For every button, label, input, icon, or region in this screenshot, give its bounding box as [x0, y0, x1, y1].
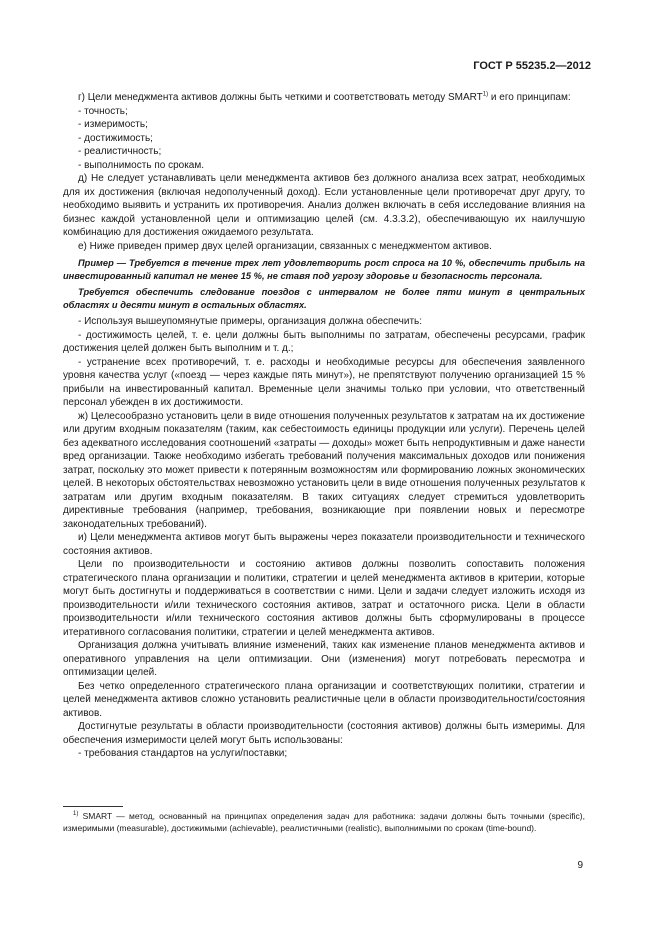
footnote-text: SMART — метод, основанный на принципах определения задач для работника: задачи должны быть точными (specific), измеримыми (measurable), достижимыми (achievable), реалистичными (realistic), выполнимыми по срокам (time-bound). — [63, 811, 585, 833]
list-item: - требования стандартов на услуги/поставки; — [78, 748, 288, 759]
list-item: - устранение всех противоречий, т. е. расходы и необходимые ресурсы для обеспечения заявленного уровня качества услуг («поезд — через каждые пять минут»), не препятствуют получению организацией 15 % прибыли на инвестированный капитал. Временные цели значимы только при условии, что ответственный персонал убежден в их достижимости. — [63, 356, 585, 408]
example-1: Пример — Требуется в течение трех лет удовлетворить рост спроса на 10 %, обеспечить прибыль на инвестированный капитал не менее 15 %, не ставя под угрозу здоровье и безопасность персонала. — [63, 258, 585, 281]
body-text — [63, 91, 585, 761]
list-item: - выполнимость по срокам. — [78, 159, 205, 171]
list-item: - точность; — [78, 105, 128, 117]
paragraph-i: и) Цели менеджмента активов могут быть выражены через показатели производительности и технического состояния активов. — [63, 532, 585, 557]
list-item: - Используя вышеупомянутые примеры, организация должна обеспечить: — [78, 316, 423, 327]
list-item: - достижимость целей, т. е. цели должны быть выполнимы по затратам, обеспечены ресурсами, график достижения целей должен быть выполним и т. д.; — [63, 329, 585, 354]
paragraph: Организация должна учитывать влияние изменений, таких как изменение планов менеджмента активов и оперативного управления на цели оптимизации. Они (изменения) могут потребовать пересмотра и оптимизации целей. — [63, 640, 585, 678]
paragraph-d: д) Не следует устанавливать цели менеджмента активов без должного анализа всех затрат, необходимых для их достижения (включая недополученный доход). Если установленные цели противоречат друг другу, то необходимо выявить и устранить их противоречия. Анализ должен включать в себя исследование влияния на бизнес каждой установленной цели и оптимизацию целей (см. 4.3.3.2), обеспечивающую их наилучшую комбинацию для достижения ожидаемого результата. — [63, 173, 585, 238]
footnote-divider — [63, 806, 123, 807]
paragraph-g-tail: и его принципам: — [490, 92, 571, 103]
paragraph: Без четко определенного стратегического плана организации и соответствующих политики, стратегии и целей менеджмента активов сложно установить реалистичные цели в области производительности/состояния активов. — [63, 680, 585, 719]
paragraph-g-text: г) Цели менеджмента активов должны быть четкими и соответствовать методу SMART — [78, 92, 483, 103]
paragraph-zh: ж) Целесообразно установить цели в виде отношения полученных результатов к затратам на их достижение или другим входным показателям (таким, как себестоимость единицы продукции или услуги). Перечень целей без адекватного исследования соотношений «затраты — доходы» может быть непродуктивным и даже нанести вред организации. Также необходимо избегать требований получения максимальных доходов или понижения затрат, поскольку это может привести к потерянным возможностям или формированию ложных экономических целей. В некоторых обстоятельствах невозможно установить цели в виде отношения полученных результатов к затратам или другим входным показателям. В таких ситуациях следует стремиться удовлетворить директивные требования (например, требования, возникающие при появлении новых и пересмотре законодательных требований). — [63, 410, 585, 530]
paragraph-g — [63, 91, 585, 105]
document-code: ГОСТ Р 55235.2—2012 — [473, 60, 591, 72]
footnote-marker: 1) — [73, 811, 79, 818]
list-item: - достижимость; — [78, 132, 153, 144]
page-number: 9 — [577, 860, 583, 871]
paragraph: Достигнутые результаты в области производительности (состояния активов) должны быть измеримы. Для обеспечения измеримости целей могут быть использованы: — [63, 721, 585, 746]
list-item: - измеримость; — [78, 119, 148, 130]
list-item: - реалистичность; — [78, 146, 162, 157]
paragraph-e: е) Ниже приведен пример двух целей организации, связанных с менеджментом активов. — [78, 240, 492, 252]
footnote — [63, 811, 585, 834]
paragraph: Цели по производительности и состоянию активов должны позволить сопоставить положения стратегического плана организации и политики, стратегии и целей менеджмента активов в критерии, которые могут быть достигнуты и поддерживаться в соответствии с ними. Цели и задачи следует изложить исходя из производительности и/или технического состояния активов, затрат и остаточного риска. Цели в области производительности и/или технического состояния активов должны быть сформулированы в процессе итеративного согласования политики, стратегии и целей менеджмента активов. — [63, 559, 585, 638]
footnote-ref: 1) — [482, 91, 489, 98]
example-2: Требуется обеспечить следование поездов с интервалом не более пяти минут в центральных областях и десяти минут в остальных областях. — [63, 287, 585, 310]
